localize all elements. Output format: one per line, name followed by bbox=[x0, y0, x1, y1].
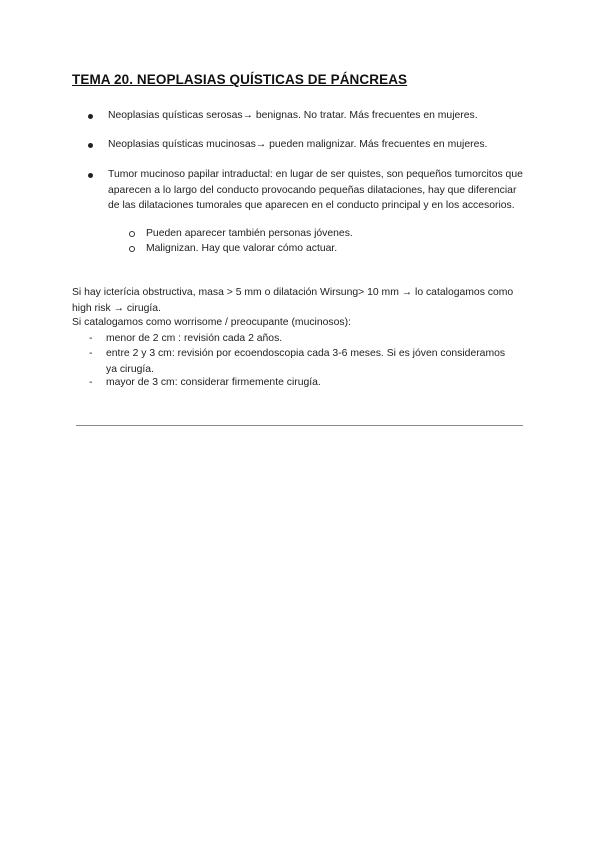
bullet-icon bbox=[88, 173, 93, 178]
dash-icon: - bbox=[89, 348, 93, 359]
divider-line bbox=[76, 425, 523, 426]
sub-list-item: Pueden aparecer también personas jóvenes. bbox=[146, 228, 353, 239]
bullet-icon bbox=[88, 143, 93, 148]
dash-item: mayor de 3 cm: considerar firmemente cirugía. bbox=[106, 377, 321, 388]
list-item-serosas: Neoplasias quísticas serosas→ benignas. No tratar. Más frecuentes en mujeres. bbox=[108, 110, 478, 121]
paragraph-worrisome: Si catalogamos como worrisome / preocupante (mucinosos): bbox=[72, 317, 351, 328]
paragraph-high-risk: Si hay icterícia obstructiva, masa > 5 mm o dilatación Wirsung> 10 mm → lo catalogamos como high risk → cirugía. bbox=[72, 287, 514, 314]
sub-bullet-icon bbox=[129, 231, 135, 237]
bullet-icon bbox=[88, 114, 93, 119]
dash-icon: - bbox=[89, 377, 93, 388]
page-title: TEMA 20. NEOPLASIAS QUÍSTICAS DE PÁNCREAS bbox=[72, 72, 408, 87]
list-item-mucinosas: Neoplasias quísticas mucinosas→ pueden malignizar. Más frecuentes en mujeres. bbox=[108, 139, 488, 150]
list-item-tumor-mucinoso: Tumor mucinoso papilar intraductal: en lugar de ser quistes, son pequeños tumorcitos que aparecen a lo largo del conducto provocando pequeñas dilataciones, hay que diferenciar de las dilataciones tumorales que aparecen en el conducto principal y en los accesorios. bbox=[108, 169, 523, 211]
sub-bullet-icon bbox=[129, 246, 135, 252]
dash-item: menor de 2 cm : revisión cada 2 años. bbox=[106, 333, 283, 344]
dash-icon: - bbox=[89, 333, 93, 344]
dash-item: entre 2 y 3 cm: revisión por ecoendoscopia cada 3-6 meses. Si es jóven consideramos ya cirugía. bbox=[106, 348, 506, 375]
sub-list-item: Malignizan. Hay que valorar cómo actuar. bbox=[146, 243, 338, 254]
